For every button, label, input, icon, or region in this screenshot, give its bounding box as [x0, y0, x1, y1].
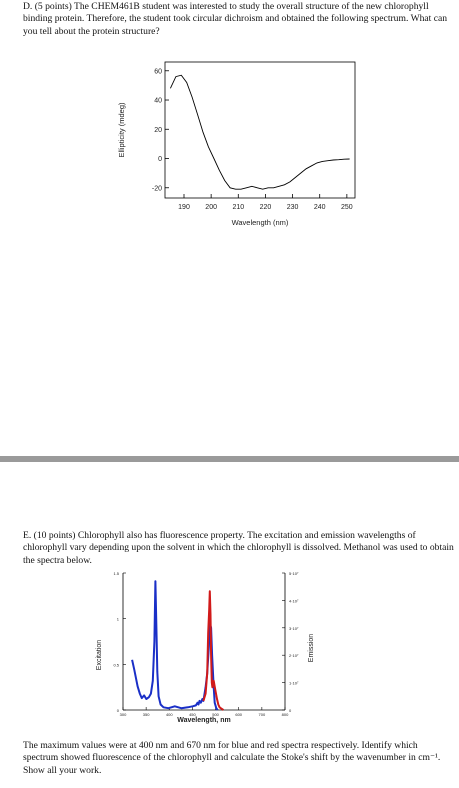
fl-x-tick-label: 400 [165, 712, 173, 717]
fl-y-axis-label: Excitation [96, 639, 103, 671]
fl-y2-tick-label: 0 [289, 708, 292, 713]
fl-blue-spectrum-line [132, 581, 218, 710]
fl-y-tick-label: 1.5 [113, 571, 119, 576]
cd-x-tick-label: 200 [205, 204, 217, 211]
fl-x-tick-label: 600 [235, 712, 243, 717]
cd-x-tick-label: 230 [286, 204, 299, 211]
cd-y-tick-label: 40 [154, 97, 162, 105]
cd-x-tick-label: 220 [259, 204, 272, 211]
fl-x-tick-label: 350 [142, 712, 150, 717]
fl-y-tick-label: 0 [116, 708, 119, 713]
question-e-followup: The maximum values were at 400 nm and 670 nm for blue and red spectra respectively. Identify which spectrum showed fluorescence of the chlorophyll and calculate the Stoke's shift by the wavenumber in cm⁻¹. Show all your work. [23, 740, 441, 776]
cd-plot-frame [165, 62, 355, 198]
cd-x-tick-label: 190 [178, 204, 190, 211]
cd-x-tick-label: 250 [341, 204, 353, 211]
cd-spectrum-line [170, 75, 349, 189]
fl-y2-tick-label: 3·10⁷ [289, 625, 299, 631]
cd-x-axis-label: Wavelength (nm) [231, 218, 289, 227]
fl-x-axis-label: Wavelength, nm [177, 717, 231, 724]
cd-x-tick-label: 240 [313, 204, 326, 211]
fl-y2-tick-label: 5·10⁷ [289, 571, 299, 576]
fl-y2-axis-label: Emission [308, 633, 315, 663]
cd-y-tick-label: 0 [158, 156, 162, 164]
cd-x-tick-label: 210 [232, 204, 245, 211]
fl-y2-tick-label: 1·10⁷ [289, 680, 299, 686]
fl-y-tick-label: 0.5 [113, 662, 119, 668]
fl-x-tick-label: 800 [281, 712, 289, 717]
cd-y-tick-label: 60 [154, 68, 162, 76]
cd-y-tick-label: 20 [154, 126, 162, 134]
fl-x-tick-label: 500 [212, 712, 219, 717]
fl-x-tick-label: 450 [189, 712, 196, 717]
page-divider [0, 456, 459, 462]
fl-x-tick-label: 300 [119, 712, 127, 717]
question-e-intro: E. (10 points) Chlorophyll also has fluorescence property. The excitation and emission wavelengths of chlorophyll vary depending upon the solvent in which the chlorophyll is dissolved. Methanol was used to obtain the spectra below. [23, 530, 454, 566]
question-d-text: D. (5 points) The CHEM461B student was interested to study the overall structure of the new chlorophyll binding protein. Therefore, the student took circular dichroism and obtained the following spectrum. What can you tell about the protein structure? [23, 1, 448, 37]
fl-x-tick-label: 700 [258, 712, 266, 717]
cd-y-tick-label: -20 [151, 185, 162, 193]
fl-y-tick-label: 1 [116, 616, 119, 622]
fl-y2-tick-label: 4·10⁷ [289, 598, 299, 604]
fl-y2-tick-label: 2·10⁷ [289, 653, 299, 659]
cd-y-axis-label: Ellipticity (mdeg) [117, 102, 126, 158]
fluorescence-chart [96, 571, 315, 724]
cd-chart [117, 62, 355, 227]
